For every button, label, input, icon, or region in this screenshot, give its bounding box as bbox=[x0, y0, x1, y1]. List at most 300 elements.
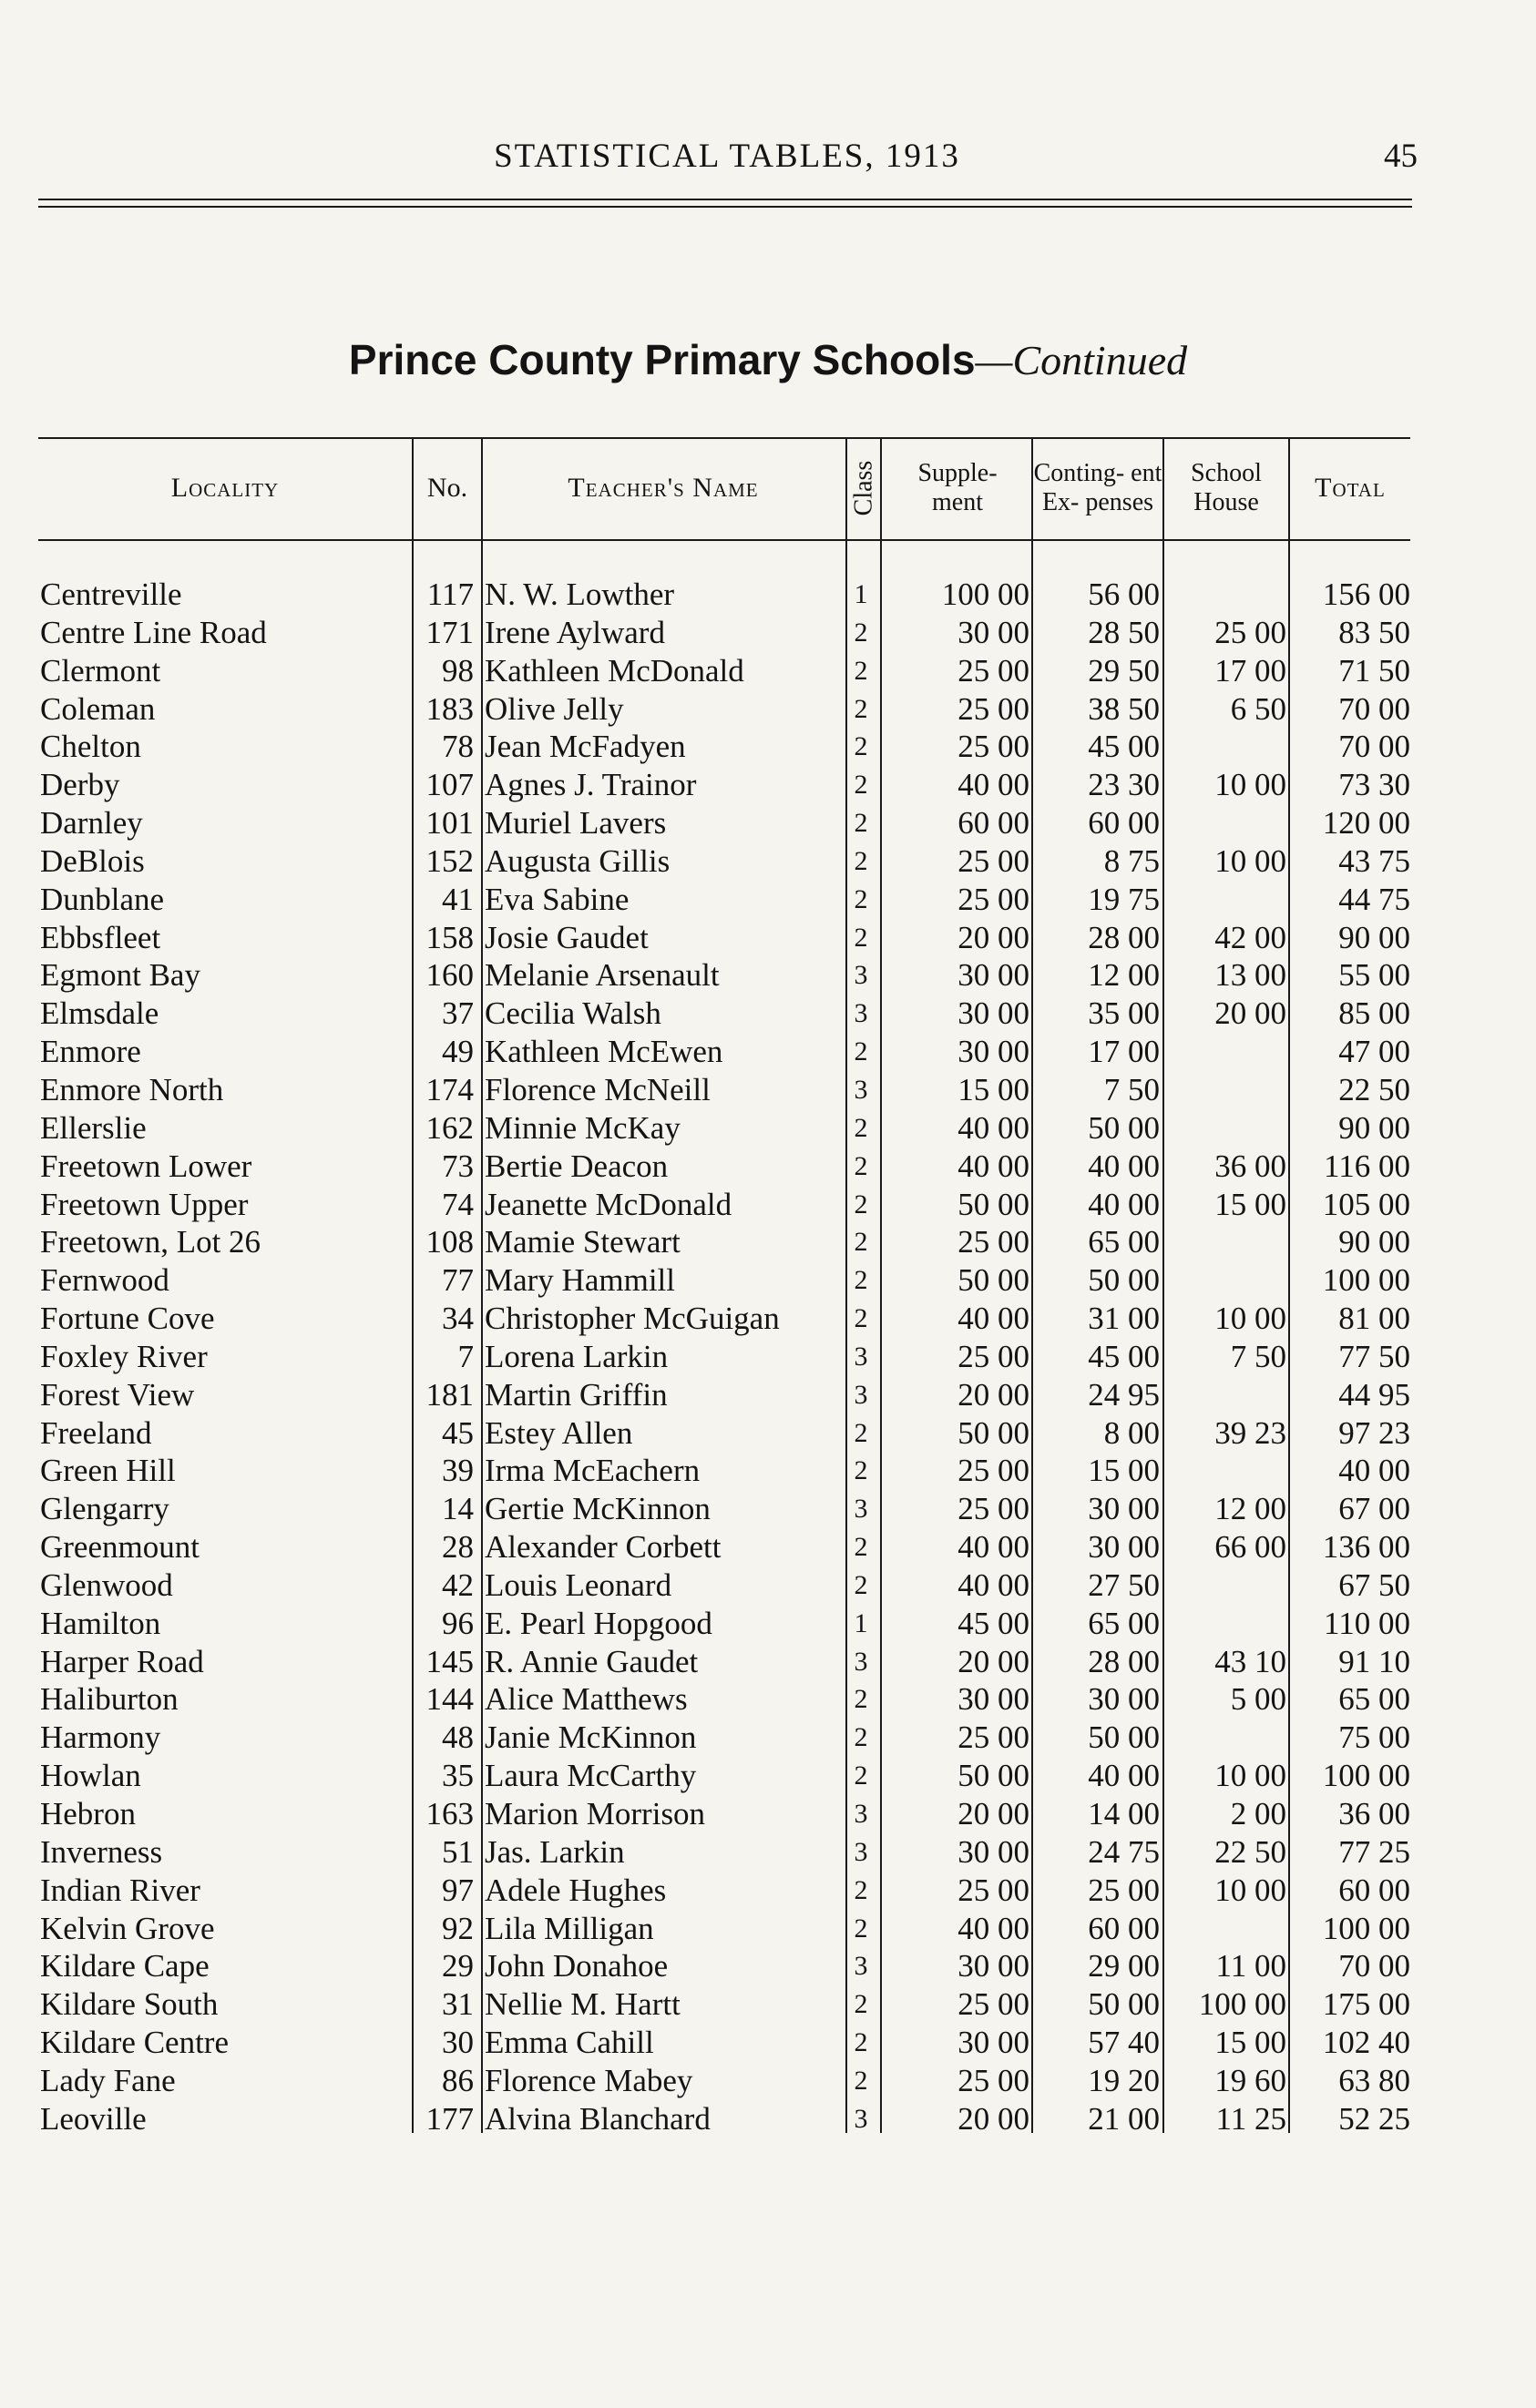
table-row bbox=[0, 1490, 1536, 1528]
supplement-cell: 25 00 bbox=[957, 1453, 1029, 1489]
teacher-name-cell: Jeanette McDonald bbox=[485, 1186, 732, 1222]
total-cell: 100 00 bbox=[1322, 1758, 1410, 1794]
class-cell: 2 bbox=[854, 2027, 868, 2058]
supplement-cell: 50 00 bbox=[957, 1186, 1029, 1222]
header-class-label: Class bbox=[849, 460, 877, 516]
locality-cell: Lady Fane bbox=[40, 2062, 176, 2098]
contingent-expenses-cell: 14 00 bbox=[1088, 1796, 1160, 1832]
teacher-name-cell: Mary Hammill bbox=[485, 1262, 675, 1299]
contingent-expenses-cell: 40 00 bbox=[1088, 1148, 1160, 1184]
class-cell: 1 bbox=[854, 1607, 868, 1638]
school-number-cell: 145 bbox=[425, 1643, 474, 1679]
locality-cell: Kildare Centre bbox=[40, 2025, 229, 2061]
supplement-cell: 25 00 bbox=[957, 690, 1029, 727]
teacher-name-cell: Lila Milligan bbox=[485, 1910, 654, 1946]
school-house-cell: 13 00 bbox=[1214, 957, 1286, 994]
contingent-expenses-cell: 38 50 bbox=[1088, 690, 1160, 727]
contingent-expenses-cell: 30 00 bbox=[1088, 1681, 1160, 1718]
table-row bbox=[0, 1833, 1536, 1872]
teacher-name-cell: Florence Mabey bbox=[485, 2062, 693, 2098]
class-cell: 2 bbox=[854, 617, 868, 648]
teacher-name-cell: Jean McFadyen bbox=[485, 729, 686, 765]
school-house-cell: 12 00 bbox=[1214, 1491, 1286, 1527]
total-cell: 102 40 bbox=[1322, 2025, 1410, 2061]
supplement-cell: 30 00 bbox=[957, 995, 1029, 1032]
locality-cell: Elmsdale bbox=[40, 995, 159, 1032]
school-house-cell: 36 00 bbox=[1214, 1148, 1286, 1184]
school-number-cell: 77 bbox=[442, 1262, 474, 1299]
contingent-expenses-cell: 65 00 bbox=[1088, 1224, 1160, 1260]
school-house-cell: 10 00 bbox=[1214, 1872, 1286, 1908]
locality-cell: Harmony bbox=[40, 1719, 161, 1756]
supplement-cell: 15 00 bbox=[957, 1071, 1029, 1107]
table-row bbox=[0, 995, 1536, 1033]
locality-cell: Ellerslie bbox=[40, 1109, 147, 1146]
school-number-cell: 49 bbox=[442, 1034, 474, 1070]
locality-cell: Foxley River bbox=[40, 1338, 208, 1374]
contingent-expenses-cell: 19 75 bbox=[1088, 881, 1160, 917]
contingent-expenses-cell: 29 50 bbox=[1088, 652, 1160, 689]
teacher-name-cell: Alice Matthews bbox=[485, 1681, 688, 1718]
contingent-expenses-cell: 30 00 bbox=[1088, 1491, 1160, 1527]
contingent-expenses-cell: 45 00 bbox=[1088, 1338, 1160, 1374]
teacher-name-cell: Augusta Gillis bbox=[485, 842, 671, 879]
supplement-cell: 20 00 bbox=[957, 919, 1029, 955]
total-cell: 22 50 bbox=[1338, 1071, 1410, 1107]
locality-cell: Indian River bbox=[40, 1872, 200, 1908]
contingent-expenses-cell: 50 00 bbox=[1088, 1986, 1160, 2023]
supplement-cell: 40 00 bbox=[957, 1566, 1029, 1603]
total-cell: 100 00 bbox=[1322, 1910, 1410, 1946]
teacher-name-cell: Florence McNeill bbox=[485, 1071, 711, 1107]
supplement-cell: 60 00 bbox=[957, 805, 1029, 842]
school-number-cell: 39 bbox=[442, 1453, 474, 1489]
table-row bbox=[0, 1680, 1536, 1719]
table-title bbox=[0, 335, 1536, 384]
contingent-expenses-cell: 25 00 bbox=[1088, 1872, 1160, 1908]
school-number-cell: 107 bbox=[425, 767, 474, 803]
locality-cell: Fernwood bbox=[40, 1262, 169, 1299]
table-row bbox=[0, 614, 1536, 652]
total-cell: 81 00 bbox=[1338, 1301, 1410, 1337]
school-house-cell: 100 00 bbox=[1198, 1986, 1286, 2023]
contingent-expenses-cell: 29 00 bbox=[1088, 1948, 1160, 1985]
locality-cell: Haliburton bbox=[40, 1681, 179, 1718]
teacher-name-cell: Alexander Corbett bbox=[485, 1529, 722, 1566]
header-rule-bottom bbox=[38, 206, 1412, 208]
teacher-name-cell: Christopher McGuigan bbox=[485, 1301, 780, 1337]
locality-cell: Glenwood bbox=[40, 1566, 173, 1603]
teacher-name-cell: Kathleen McEwen bbox=[485, 1034, 723, 1070]
school-house-cell: 15 00 bbox=[1214, 1186, 1286, 1222]
locality-cell: Freetown, Lot 26 bbox=[40, 1224, 261, 1260]
school-number-cell: 181 bbox=[425, 1376, 474, 1413]
supplement-cell: 25 00 bbox=[957, 881, 1029, 917]
total-cell: 120 00 bbox=[1322, 805, 1410, 842]
school-number-cell: 98 bbox=[442, 652, 474, 689]
supplement-cell: 40 00 bbox=[957, 1148, 1029, 1184]
locality-cell: Clermont bbox=[40, 652, 161, 689]
running-head bbox=[36, 137, 1418, 182]
school-house-cell: 10 00 bbox=[1214, 1301, 1286, 1337]
total-cell: 136 00 bbox=[1322, 1529, 1410, 1566]
locality-cell: Glengarry bbox=[40, 1491, 169, 1527]
teacher-name-cell: John Donahoe bbox=[485, 1948, 669, 1985]
locality-cell: Kildare South bbox=[40, 1986, 219, 2023]
school-house-cell: 15 00 bbox=[1214, 2025, 1286, 2061]
table-row bbox=[0, 919, 1536, 957]
school-number-cell: 37 bbox=[442, 995, 474, 1032]
teacher-name-cell: Mamie Stewart bbox=[485, 1224, 681, 1260]
supplement-cell: 30 00 bbox=[957, 614, 1029, 650]
teacher-name-cell: Melanie Arsenault bbox=[485, 957, 720, 994]
locality-cell: Freeland bbox=[40, 1414, 152, 1451]
header-class bbox=[847, 439, 880, 537]
supplement-cell: 20 00 bbox=[957, 1796, 1029, 1832]
supplement-cell: 20 00 bbox=[957, 1643, 1029, 1679]
teacher-name-cell: Gertie McKinnon bbox=[485, 1491, 711, 1527]
table-row bbox=[0, 1338, 1536, 1376]
school-house-cell: 11 00 bbox=[1215, 1948, 1286, 1985]
school-number-cell: 152 bbox=[425, 842, 474, 879]
header-school-house: School House bbox=[1191, 459, 1262, 516]
locality-cell: Kildare Cape bbox=[40, 1948, 210, 1985]
table-row bbox=[0, 1795, 1536, 1833]
header-supplement: Supple- ment bbox=[917, 459, 998, 516]
contingent-expenses-cell: 24 95 bbox=[1088, 1376, 1160, 1413]
class-cell: 2 bbox=[854, 1455, 868, 1486]
class-cell: 2 bbox=[854, 731, 868, 762]
teacher-name-cell: Lorena Larkin bbox=[485, 1338, 669, 1374]
page-number: 45 bbox=[1384, 138, 1418, 175]
class-cell: 2 bbox=[854, 1303, 868, 1334]
school-number-cell: 108 bbox=[425, 1224, 474, 1260]
contingent-expenses-cell: 45 00 bbox=[1088, 729, 1160, 765]
header-no: No. bbox=[426, 473, 468, 503]
supplement-cell: 40 00 bbox=[957, 1301, 1029, 1337]
locality-cell: Enmore North bbox=[40, 1071, 224, 1107]
contingent-expenses-cell: 28 50 bbox=[1088, 614, 1160, 650]
class-cell: 2 bbox=[854, 1150, 868, 1181]
supplement-cell: 50 00 bbox=[957, 1262, 1029, 1299]
table-header-rule bbox=[38, 539, 1410, 541]
teacher-name-cell: Laura McCarthy bbox=[485, 1758, 697, 1794]
school-number-cell: 78 bbox=[442, 729, 474, 765]
supplement-cell: 30 00 bbox=[957, 1833, 1029, 1870]
table-row bbox=[0, 1910, 1536, 1948]
table-row bbox=[0, 1186, 1536, 1224]
teacher-name-cell: Martin Griffin bbox=[485, 1376, 668, 1413]
teacher-name-cell: Muriel Lavers bbox=[485, 805, 667, 842]
supplement-cell: 30 00 bbox=[957, 1034, 1029, 1070]
school-house-cell: 25 00 bbox=[1214, 614, 1286, 650]
class-cell: 3 bbox=[854, 1646, 868, 1677]
teacher-name-cell: R. Annie Gaudet bbox=[485, 1643, 699, 1679]
locality-cell: Leoville bbox=[40, 2100, 147, 2137]
supplement-cell: 25 00 bbox=[957, 1872, 1029, 1908]
class-cell: 2 bbox=[854, 1532, 868, 1563]
total-cell: 71 50 bbox=[1338, 652, 1410, 689]
school-number-cell: 28 bbox=[442, 1529, 474, 1566]
supplement-cell: 40 00 bbox=[957, 767, 1029, 803]
contingent-expenses-cell: 35 00 bbox=[1088, 995, 1160, 1032]
supplement-cell: 45 00 bbox=[957, 1605, 1029, 1641]
table-row bbox=[0, 1033, 1536, 1071]
class-cell: 2 bbox=[854, 1760, 868, 1791]
total-cell: 97 23 bbox=[1338, 1414, 1410, 1451]
school-house-cell: 20 00 bbox=[1214, 995, 1286, 1032]
class-cell: 2 bbox=[854, 1989, 868, 2020]
contingent-expenses-cell: 56 00 bbox=[1088, 576, 1160, 612]
class-cell: 2 bbox=[854, 693, 868, 724]
table-row bbox=[0, 1414, 1536, 1453]
table-row bbox=[0, 1605, 1536, 1643]
teacher-name-cell: Minnie McKay bbox=[485, 1109, 681, 1146]
table-row bbox=[0, 728, 1536, 766]
teacher-name-cell: Janie McKinnon bbox=[485, 1719, 697, 1756]
school-house-cell: 2 00 bbox=[1230, 1796, 1286, 1832]
school-number-cell: 34 bbox=[442, 1301, 474, 1337]
school-number-cell: 31 bbox=[442, 1986, 474, 2023]
locality-cell: Hebron bbox=[40, 1796, 136, 1832]
class-cell: 2 bbox=[854, 1036, 868, 1067]
teacher-name-cell: Olive Jelly bbox=[485, 690, 624, 727]
class-cell: 3 bbox=[854, 1341, 868, 1372]
total-cell: 67 00 bbox=[1338, 1491, 1410, 1527]
contingent-expenses-cell: 40 00 bbox=[1088, 1186, 1160, 1222]
school-number-cell: 97 bbox=[442, 1872, 474, 1908]
total-cell: 63 80 bbox=[1338, 2062, 1410, 2098]
school-number-cell: 41 bbox=[442, 881, 474, 917]
class-cell: 3 bbox=[854, 1951, 868, 1982]
class-cell: 2 bbox=[854, 808, 868, 839]
locality-cell: Fortune Cove bbox=[40, 1301, 215, 1337]
contingent-expenses-cell: 28 00 bbox=[1088, 1643, 1160, 1679]
contingent-expenses-cell: 30 00 bbox=[1088, 1529, 1160, 1566]
school-number-cell: 183 bbox=[425, 690, 474, 727]
total-cell: 85 00 bbox=[1338, 995, 1410, 1032]
locality-cell: Howlan bbox=[40, 1758, 141, 1794]
class-cell: 2 bbox=[854, 1417, 868, 1448]
table-row bbox=[0, 766, 1536, 804]
teacher-name-cell: Eva Sabine bbox=[485, 881, 630, 917]
locality-cell: Centreville bbox=[40, 576, 182, 612]
supplement-cell: 30 00 bbox=[957, 1948, 1029, 1985]
contingent-expenses-cell: 24 75 bbox=[1088, 1833, 1160, 1870]
supplement-cell: 30 00 bbox=[957, 957, 1029, 994]
total-cell: 116 00 bbox=[1324, 1148, 1410, 1184]
school-number-cell: 177 bbox=[425, 2100, 474, 2137]
teacher-name-cell: Irma McEachern bbox=[485, 1453, 701, 1489]
locality-cell: Egmont Bay bbox=[40, 957, 200, 994]
teacher-name-cell: Josie Gaudet bbox=[485, 919, 649, 955]
school-number-cell: 35 bbox=[442, 1758, 474, 1794]
header-locality: Locality bbox=[170, 473, 280, 503]
school-number-cell: 117 bbox=[426, 576, 474, 612]
contingent-expenses-cell: 50 00 bbox=[1088, 1719, 1160, 1756]
table-row bbox=[0, 1376, 1536, 1414]
table-row bbox=[0, 2062, 1536, 2100]
teacher-name-cell: N. W. Lowther bbox=[485, 576, 675, 612]
school-number-cell: 96 bbox=[442, 1605, 474, 1641]
total-cell: 70 00 bbox=[1338, 690, 1410, 727]
total-cell: 70 00 bbox=[1338, 729, 1410, 765]
school-number-cell: 45 bbox=[442, 1414, 474, 1451]
contingent-expenses-cell: 8 75 bbox=[1103, 842, 1160, 879]
table-row bbox=[0, 1566, 1536, 1605]
supplement-cell: 40 00 bbox=[957, 1109, 1029, 1146]
table-row bbox=[0, 1300, 1536, 1338]
supplement-cell: 20 00 bbox=[957, 1376, 1029, 1413]
school-house-cell: 11 25 bbox=[1215, 2100, 1286, 2137]
class-cell: 2 bbox=[854, 1189, 868, 1219]
contingent-expenses-cell: 50 00 bbox=[1088, 1109, 1160, 1146]
class-cell: 2 bbox=[854, 770, 868, 801]
locality-cell: Chelton bbox=[40, 729, 141, 765]
contingent-expenses-cell: 28 00 bbox=[1088, 919, 1160, 955]
locality-cell: Freetown Lower bbox=[40, 1148, 252, 1184]
school-house-cell: 6 50 bbox=[1230, 690, 1286, 727]
locality-cell: Greenmount bbox=[40, 1529, 200, 1566]
table-row bbox=[0, 1528, 1536, 1566]
locality-cell: Dunblane bbox=[40, 881, 165, 917]
locality-cell: Kelvin Grove bbox=[40, 1910, 215, 1946]
total-cell: 110 00 bbox=[1324, 1605, 1410, 1641]
teacher-name-cell: Adele Hughes bbox=[485, 1872, 667, 1908]
class-cell: 2 bbox=[854, 655, 868, 686]
total-cell: 60 00 bbox=[1338, 1872, 1410, 1908]
class-cell: 2 bbox=[854, 1722, 868, 1753]
total-cell: 105 00 bbox=[1322, 1186, 1410, 1222]
class-cell: 2 bbox=[854, 1913, 868, 1944]
teacher-name-cell: Irene Aylward bbox=[485, 614, 665, 650]
teacher-name-cell: Emma Cahill bbox=[485, 2025, 654, 2061]
supplement-cell: 25 00 bbox=[957, 2062, 1029, 2098]
school-number-cell: 30 bbox=[442, 2025, 474, 2061]
school-number-cell: 74 bbox=[442, 1186, 474, 1222]
table-row bbox=[0, 1947, 1536, 1985]
total-cell: 40 00 bbox=[1338, 1453, 1410, 1489]
locality-cell: Harper Road bbox=[40, 1643, 204, 1679]
class-cell: 2 bbox=[854, 1874, 868, 1905]
school-house-cell: 10 00 bbox=[1214, 1758, 1286, 1794]
table-title-suffix: —Continued bbox=[975, 337, 1188, 383]
contingent-expenses-cell: 60 00 bbox=[1088, 1910, 1160, 1946]
table-row bbox=[0, 1643, 1536, 1681]
contingent-expenses-cell: 27 50 bbox=[1088, 1566, 1160, 1603]
class-cell: 3 bbox=[854, 960, 868, 991]
table-row bbox=[0, 1719, 1536, 1757]
school-number-cell: 14 bbox=[442, 1491, 474, 1527]
total-cell: 73 30 bbox=[1338, 767, 1410, 803]
teacher-name-cell: Bertie Deacon bbox=[485, 1148, 669, 1184]
teacher-name-cell: Cecilia Walsh bbox=[485, 995, 661, 1032]
supplement-cell: 50 00 bbox=[957, 1414, 1029, 1451]
school-house-cell: 17 00 bbox=[1214, 652, 1286, 689]
table-row bbox=[0, 842, 1536, 881]
class-cell: 3 bbox=[854, 998, 868, 1029]
table-row bbox=[0, 1985, 1536, 2024]
class-cell: 3 bbox=[854, 1379, 868, 1410]
supplement-cell: 50 00 bbox=[957, 1758, 1029, 1794]
teacher-name-cell: Agnes J. Trainor bbox=[485, 767, 697, 803]
total-cell: 52 25 bbox=[1338, 2100, 1410, 2137]
class-cell: 1 bbox=[854, 579, 868, 609]
class-cell: 2 bbox=[854, 1112, 868, 1143]
contingent-expenses-cell: 17 00 bbox=[1088, 1034, 1160, 1070]
class-cell: 3 bbox=[854, 1799, 868, 1829]
running-title: STATISTICAL TABLES, 1913 bbox=[494, 138, 960, 175]
contingent-expenses-cell: 57 40 bbox=[1088, 2025, 1160, 2061]
locality-cell: Centre Line Road bbox=[40, 614, 267, 650]
contingent-expenses-cell: 19 20 bbox=[1088, 2062, 1160, 2098]
teacher-name-cell: Louis Leonard bbox=[485, 1566, 672, 1603]
class-cell: 2 bbox=[854, 845, 868, 876]
locality-cell: Coleman bbox=[40, 690, 156, 727]
total-cell: 44 75 bbox=[1338, 881, 1410, 917]
total-cell: 47 00 bbox=[1338, 1034, 1410, 1070]
school-number-cell: 160 bbox=[425, 957, 474, 994]
header-contingent: Conting- ent Ex- penses bbox=[1033, 459, 1162, 516]
table-row bbox=[0, 1452, 1536, 1490]
total-cell: 75 00 bbox=[1338, 1719, 1410, 1756]
teacher-name-cell: Alvina Blanchard bbox=[485, 2100, 711, 2137]
supplement-cell: 40 00 bbox=[957, 1910, 1029, 1946]
total-cell: 36 00 bbox=[1338, 1796, 1410, 1832]
total-cell: 175 00 bbox=[1322, 1986, 1410, 2023]
locality-cell: Enmore bbox=[40, 1034, 141, 1070]
table-row bbox=[0, 1071, 1536, 1109]
school-number-cell: 158 bbox=[425, 919, 474, 955]
teacher-name-cell: Nellie M. Hartt bbox=[485, 1986, 681, 2023]
supplement-cell: 25 00 bbox=[957, 652, 1029, 689]
supplement-cell: 25 00 bbox=[957, 1986, 1029, 2023]
locality-cell: Inverness bbox=[40, 1833, 163, 1870]
class-cell: 2 bbox=[854, 1684, 868, 1715]
supplement-cell: 30 00 bbox=[957, 2025, 1029, 2061]
contingent-expenses-cell: 21 00 bbox=[1088, 2100, 1160, 2137]
table-row bbox=[0, 690, 1536, 729]
supplement-cell: 25 00 bbox=[957, 842, 1029, 879]
total-cell: 77 25 bbox=[1338, 1833, 1410, 1870]
supplement-cell: 40 00 bbox=[957, 1529, 1029, 1566]
total-cell: 91 10 bbox=[1338, 1643, 1410, 1679]
table-row bbox=[0, 652, 1536, 690]
class-cell: 2 bbox=[854, 1227, 868, 1258]
class-cell: 2 bbox=[854, 2065, 868, 2096]
total-cell: 43 75 bbox=[1338, 842, 1410, 879]
school-number-cell: 51 bbox=[442, 1833, 474, 1870]
school-number-cell: 42 bbox=[442, 1566, 474, 1603]
school-number-cell: 144 bbox=[425, 1681, 474, 1718]
locality-cell: Forest View bbox=[40, 1376, 195, 1413]
class-cell: 2 bbox=[854, 1569, 868, 1600]
locality-cell: Green Hill bbox=[40, 1453, 176, 1489]
total-cell: 90 00 bbox=[1338, 1224, 1410, 1260]
table-row bbox=[0, 2024, 1536, 2062]
total-cell: 65 00 bbox=[1338, 1681, 1410, 1718]
school-number-cell: 101 bbox=[425, 805, 474, 842]
table-row bbox=[0, 804, 1536, 842]
class-cell: 3 bbox=[854, 1074, 868, 1105]
school-house-cell: 42 00 bbox=[1214, 919, 1286, 955]
supplement-cell: 25 00 bbox=[957, 1491, 1029, 1527]
contingent-expenses-cell: 8 00 bbox=[1103, 1414, 1160, 1451]
table-row bbox=[0, 881, 1536, 919]
locality-cell: Derby bbox=[40, 767, 120, 803]
supplement-cell: 30 00 bbox=[957, 1681, 1029, 1718]
supplement-cell: 100 00 bbox=[941, 576, 1029, 612]
